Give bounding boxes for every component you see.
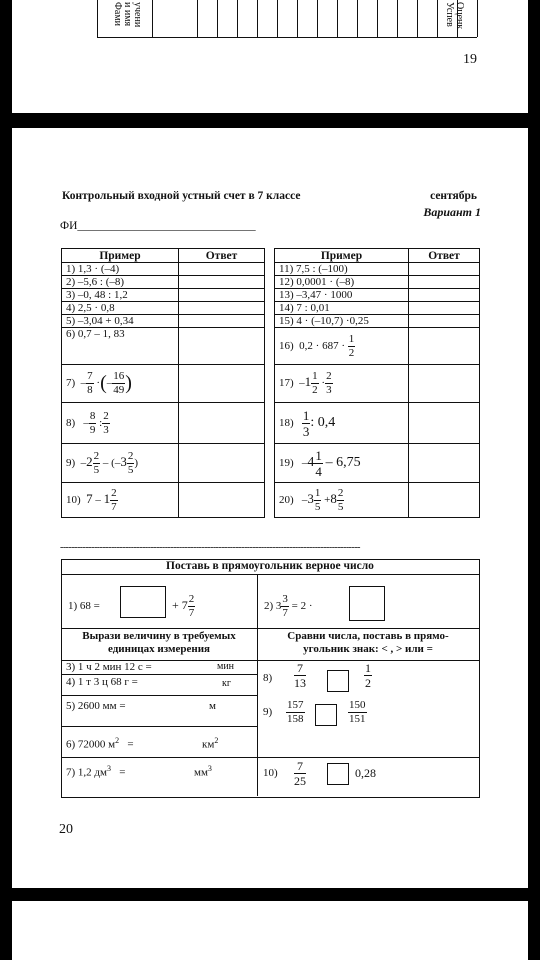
- answer-cell[interactable]: [409, 328, 480, 365]
- eq1-label: 1) 68 =: [68, 600, 100, 612]
- grid-fragment: [97, 0, 477, 38]
- unit-task-6: 6) 72000 $м^2$ =: [66, 736, 134, 751]
- answer-cell[interactable]: [409, 444, 480, 483]
- table-row: 9) –2 $\frac{2}{5}$ – (–3 $\frac{2}{5}$ ): [62, 444, 265, 483]
- table-row: 17) –1 $\frac{1}{2}$ · $\frac{2}{3}$: [275, 365, 480, 403]
- answer-cell[interactable]: [179, 328, 265, 365]
- answer-cell[interactable]: [409, 276, 480, 289]
- table-row: 16) 0,2 · 687 · $\frac{1}{2}$: [275, 328, 480, 365]
- unit-task-4: 4) 1 т 3 ц 68 г =: [66, 676, 138, 688]
- table-row: 15) 4 · (–10,7) ·0,25: [275, 315, 480, 328]
- unit-task-3: 3) 1 ч 2 мин 12 с =: [66, 661, 152, 673]
- next-page-fragment: [12, 901, 528, 960]
- name-field[interactable]: ФИ_______________________________: [60, 220, 256, 232]
- answer-box[interactable]: [349, 586, 385, 621]
- answer-header: Ответ: [409, 249, 480, 263]
- answer-header: Ответ: [179, 249, 265, 263]
- table-row: 4) 2,5 · 0,8: [62, 302, 265, 315]
- unit-task-7: 7) 1,2 $дм^3$ =: [66, 764, 126, 779]
- answer-cell[interactable]: [409, 263, 480, 276]
- answer-cell[interactable]: [179, 263, 265, 276]
- answer-cell[interactable]: [179, 444, 265, 483]
- table-row: 14) 7 : 0,01: [275, 302, 480, 315]
- cut-line: ----------------------------------------------------------------------------------------------------------: [60, 542, 360, 553]
- table-row: 7) – $\frac{7}{8}$ ·(– $\frac{16}{49}$ ): [62, 365, 265, 403]
- page-number: 19: [463, 52, 477, 67]
- table-row: 11) 7,5 : (–100): [275, 263, 480, 276]
- answer-cell[interactable]: [179, 302, 265, 315]
- vertical-label: Успев: [444, 2, 455, 27]
- table-row: 2) –5,6 : (–8): [62, 276, 265, 289]
- answer-cell[interactable]: [409, 289, 480, 302]
- table-row: 18) $\frac{1}{3}$ : 0,4: [275, 403, 480, 444]
- table-row: 6) 0,7 – 1, 83: [62, 328, 265, 365]
- variant-label: Вариант 1: [423, 205, 481, 219]
- compare-box[interactable]: [315, 704, 337, 726]
- answer-cell[interactable]: [409, 365, 480, 403]
- table-row: 3) –0, 48 : 1,2: [62, 289, 265, 302]
- units-heading: Вырази величину в требуемых: [82, 630, 236, 642]
- table-row: 1) 1,3 · (–4): [62, 263, 265, 276]
- answer-cell[interactable]: [409, 302, 480, 315]
- answer-cell[interactable]: [179, 403, 265, 444]
- compare-heading: Сравни числа, поставь в прямо-: [287, 630, 449, 642]
- vertical-label: учени: [132, 2, 143, 28]
- right-problems-table: [274, 248, 480, 518]
- table-row: 8) – $\frac{8}{9}$ : $\frac{2}{3}$: [62, 403, 265, 444]
- answer-cell[interactable]: [179, 365, 265, 403]
- answer-cell[interactable]: [179, 483, 265, 518]
- vertical-label: и имя: [122, 2, 133, 27]
- table-row: 19) –4 $\frac{1}{4}$ – 6,75: [275, 444, 480, 483]
- table-row: 5) –3,04 + 0,34: [62, 315, 265, 328]
- table-row: 20) –3 $\frac{1}{5}$ +8 $\frac{2}{5}$: [275, 483, 480, 518]
- previous-page-fragment: [12, 0, 528, 113]
- compare-box[interactable]: [327, 670, 349, 692]
- worksheet-page: Контрольный входной устный счет в 7 классе сентябрь Вариант 1 ФИ_______________________________ Пример Ответ 1) 1,3 · (–4) 2) –5,6 : (–8) 3) –0, 48 : 1,2 4) 2,5 · 0,8 5) –3,04 + 0,34 6) 0,7 – 1, 83 7) – $\frac{7}{8}$ ·(– $\frac{16}{49}$ ) 8) – $\frac{8}{9}$ : $\frac{2}{3}$ 9) –2 $\frac{2}{5}$ – (–3 $\frac{2}{5}$ ) 10) 7 – 1 $\frac{2}{7}$ Пример Ответ 11) 7,5 : (–100) 12) 0,0001 · (–8) 13) –3,47 · 1000 14) 7 : 0,01 15) 4 · (–10,7) ·0,25 16) 0,2 · 687 · $\frac{1}{2}$ 17) –1 $\frac{1}{2}$ · $\frac{2}{3}$ 18) $\frac{1}{3}$ : 0,4 19) –4 $\frac{1}{4}$ – 6,75 20) –3 $\frac{1}{5}$ +8 $\frac{2}{5}$ ---------------------------------------------------------------------------------------------------------- Поставь в прямоугольник верное число 1) 68 = + 7 $\frac{2}{7}$ 2) 3 $\frac{3}{7}$ = 2 · Вырази величину в требуемых единицах измерения Сравни числа, поставь в прямо- угольник знак: < , > или = 3) 1 ч 2 мин 12 с = мин 4) 1 т 3 ц 68 г = кг 5) 2600 мм = м 6) 72000 $м^2$ = $км^2$ 7) 1,2 $дм^3$ = $мм^3$ 8) $\frac{7}{13}$ $\frac{1}{2}$ 9) $\frac{157}{158}$ $\frac{150}{151}$ 10) $\frac{7}{25}$ 0,28 20: [12, 128, 528, 888]
- unit-task-5: 5) 2600 мм =: [66, 700, 126, 712]
- answer-cell[interactable]: [409, 315, 480, 328]
- table-row: 10) 7 – 1 $\frac{2}{7}$: [62, 483, 265, 518]
- left-problems-table: [61, 248, 265, 518]
- answer-cell[interactable]: [179, 276, 265, 289]
- answer-cell[interactable]: [409, 483, 480, 518]
- worksheet-title: Контрольный входной устный счет в 7 классе: [62, 190, 301, 202]
- example-header: Пример: [62, 249, 179, 263]
- page-number: 20: [59, 822, 73, 837]
- vertical-label: Фами: [112, 2, 123, 27]
- units-heading: единицах измерения: [107, 643, 210, 655]
- compare-heading: угольник знак: < , > или =: [303, 643, 433, 655]
- answer-box[interactable]: [120, 586, 166, 618]
- answer-cell[interactable]: [179, 289, 265, 302]
- answer-cell[interactable]: [409, 403, 480, 444]
- vertical-label: Оценк: [454, 2, 465, 30]
- month-label: сентябрь: [430, 190, 477, 202]
- table-row: 12) 0,0001 · (–8): [275, 276, 480, 289]
- compare-box[interactable]: [327, 763, 349, 785]
- section-heading: Поставь в прямоугольник верное число: [166, 560, 374, 572]
- example-header: Пример: [275, 249, 409, 263]
- table-row: 13) –3,47 · 1000: [275, 289, 480, 302]
- answer-cell[interactable]: [179, 315, 265, 328]
